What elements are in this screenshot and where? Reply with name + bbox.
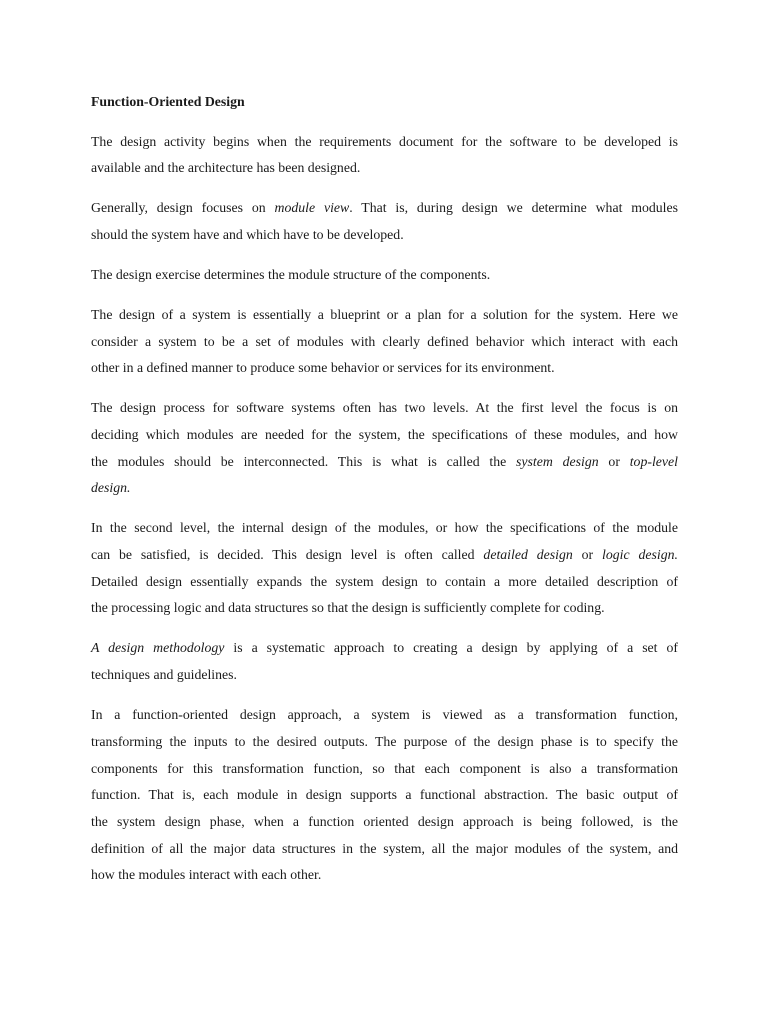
document-page — [91, 89, 678, 902]
text-line — [91, 862, 678, 889]
text-line — [91, 355, 678, 382]
text-line — [91, 155, 678, 182]
text-line — [91, 129, 678, 156]
text-run: The design of a system is essentially a blueprint or a plan for a solution for the system. Here we — [91, 307, 678, 323]
paragraph — [91, 395, 678, 502]
italic-text: system design — [516, 453, 599, 469]
text-line — [91, 635, 678, 662]
text-line — [91, 329, 678, 356]
italic-text: detailed design — [483, 547, 573, 563]
text-run: In a function-oriented design approach, a system is viewed as a transformation function, — [91, 707, 678, 723]
text-run: or — [572, 547, 603, 563]
text-run: The design exercise determines the module structure of the components. — [91, 267, 491, 283]
text-line — [91, 595, 678, 622]
text-run: definition of all the major data structures in the system, all the major modules of the system, and — [91, 840, 678, 856]
text-run: Generally, design focuses on — [91, 200, 275, 216]
text-run: the processing logic and data structures so that the design is sufficiently complete for coding. — [91, 600, 605, 616]
italic-text: A design methodology — [91, 640, 225, 656]
text-run: should the system have and which have to be developed. — [91, 227, 404, 243]
paragraph — [91, 195, 678, 248]
text-run: components for this transformation function, so that each component is also a transformation — [91, 760, 678, 776]
document-title: Function-Oriented Design — [91, 94, 245, 109]
text-run: The design activity begins when the requirements document for the software to be developed is — [91, 133, 678, 149]
text-line — [91, 782, 678, 809]
text-run: deciding which modules are needed for the system, the specifications of these modules, and how — [91, 427, 678, 443]
text-run: can be satisfied, is decided. This design level is often called — [91, 547, 484, 563]
paragraph — [91, 635, 678, 688]
text-run: or — [598, 453, 630, 469]
text-line — [91, 422, 678, 449]
text-run: the system design phase, when a function oriented design approach is being followed, is the — [91, 813, 678, 829]
text-line — [91, 569, 678, 596]
italic-text: top-level — [629, 453, 678, 469]
paragraph — [91, 129, 678, 182]
text-line — [91, 395, 678, 422]
text-run: the modules should be interconnected. This is what is called the — [91, 453, 517, 469]
text-run: techniques and guidelines. — [91, 667, 237, 683]
text-line — [91, 542, 678, 569]
text-line — [91, 836, 678, 863]
text-line — [91, 809, 678, 836]
text-run: consider a system to be a set of modules with clearly defined behavior which interact with each — [91, 333, 678, 349]
italic-text: module view — [274, 200, 350, 216]
text-run: other in a defined manner to produce some behavior or services for its environment. — [91, 360, 555, 376]
text-run: . That is, during design we determine what modules — [349, 200, 678, 216]
text-run: Detailed design essentially expands the system design to contain a more detailed description of — [91, 573, 678, 589]
text-line — [91, 702, 678, 729]
italic-text: logic design. — [602, 547, 678, 563]
text-line — [91, 662, 678, 689]
italic-text: design. — [91, 480, 131, 496]
text-line — [91, 195, 678, 222]
text-run: function. That is, each module in design supports a functional abstraction. The basic output of — [91, 787, 678, 803]
text-run: transforming the inputs to the desired outputs. The purpose of the design phase is to specify the — [91, 733, 678, 749]
text-line — [91, 756, 678, 783]
text-line — [91, 262, 678, 289]
paragraph — [91, 262, 678, 289]
text-line — [91, 729, 678, 756]
paragraph — [91, 702, 678, 889]
text-line — [91, 222, 678, 249]
document-body — [91, 129, 678, 889]
paragraph — [91, 302, 678, 382]
text-run: is a systematic approach to creating a design by applying of a set of — [224, 640, 678, 656]
text-run: In the second level, the internal design of the modules, or how the specifications of the module — [91, 520, 678, 536]
text-run: available and the architecture has been designed. — [91, 160, 361, 176]
text-run: The design process for software systems often has two levels. At the first level the focus is on — [91, 400, 678, 416]
paragraph — [91, 515, 678, 622]
text-line — [91, 475, 678, 502]
text-run: how the modules interact with each other. — [91, 867, 322, 883]
text-line — [91, 515, 678, 542]
text-line — [91, 449, 678, 476]
text-line — [91, 302, 678, 329]
